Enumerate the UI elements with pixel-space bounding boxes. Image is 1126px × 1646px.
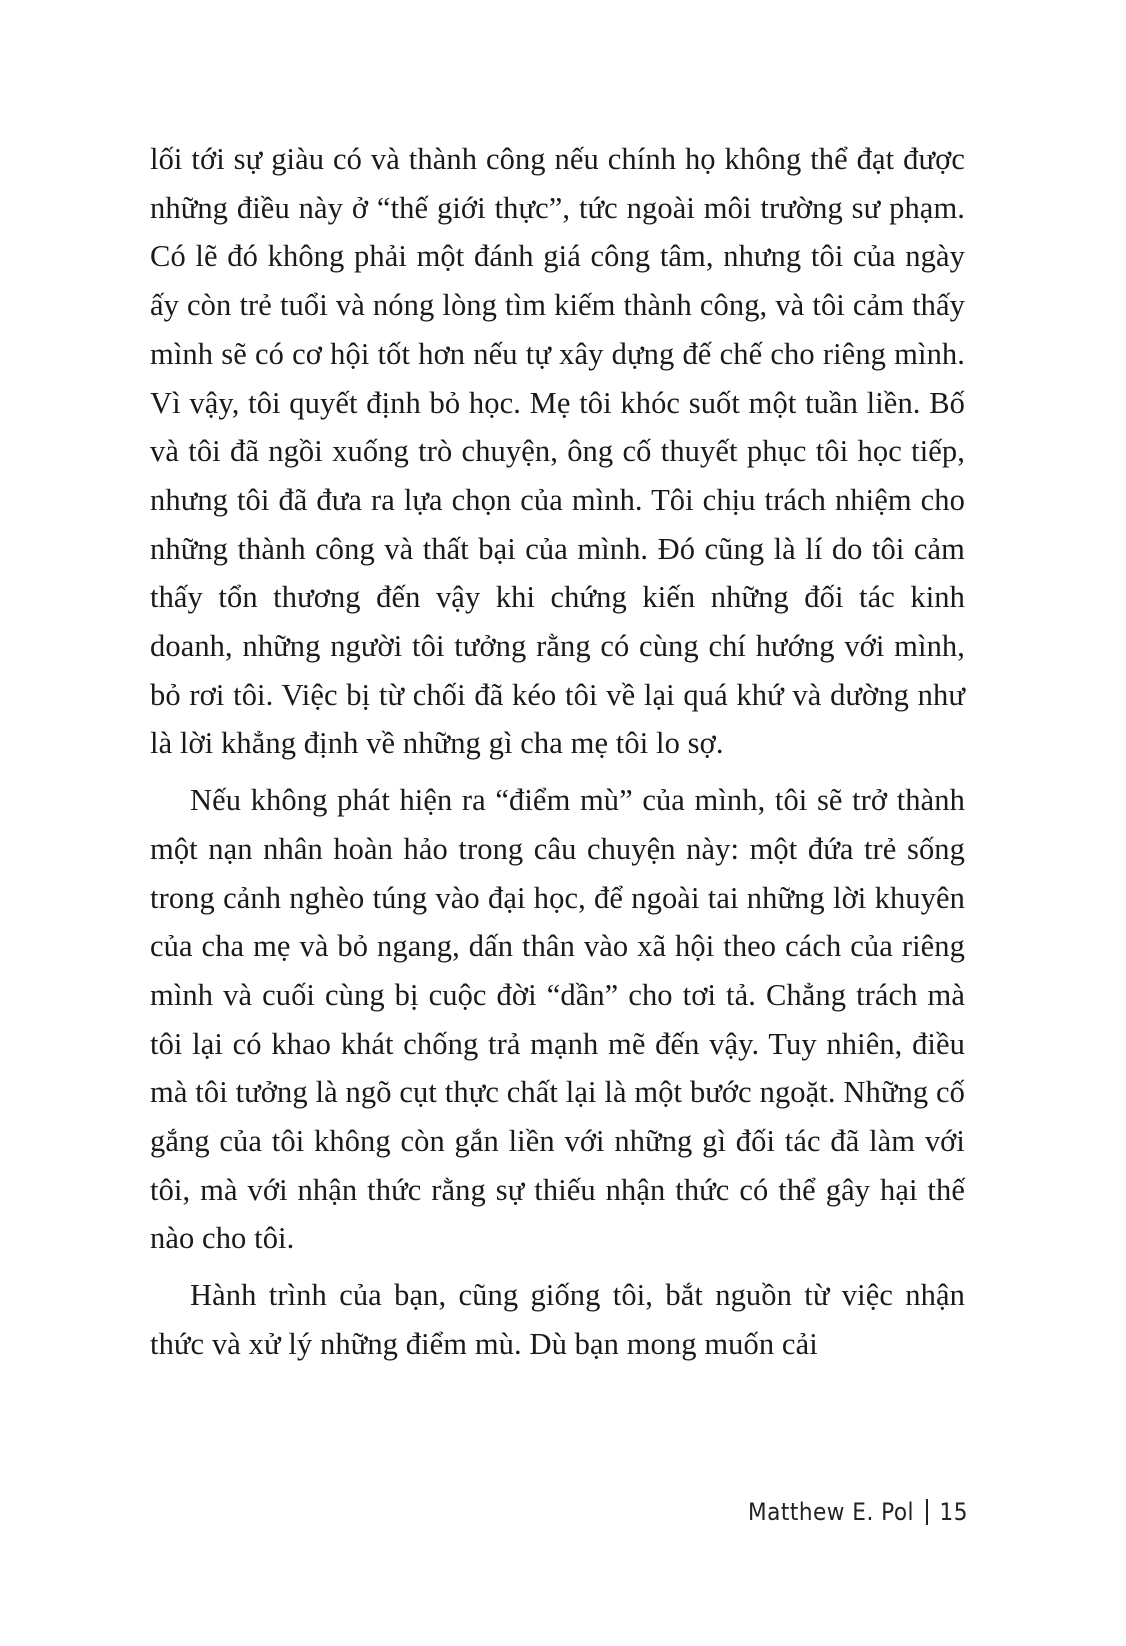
paragraph-2: Nếu không phát hiện ra “điểm mù” của mình, tôi sẽ trở thành một nạn nhân hoàn hảo trong câu chuyện này: một đứa trẻ sống trong cảnh nghèo túng vào đại học, để ngoài tai những lời khuyên của cha mẹ và bỏ ngang, dấn thân vào xã hội theo cách của riêng mình và cuối cùng bị cuộc đời “dần” cho tơi tả. Chẳng trách mà tôi lại có khao khát chống trả mạnh mẽ đến vậy. Tuy nhiên, điều mà tôi tưởng là ngõ cụt thực chất lại là một bước ngoặt. Những cố gắng của tôi không còn gắn liền với những gì đối tác đã làm với tôi, mà với nhận thức rằng sự thiếu nhận thức có thể gây hại thế nào cho tôi. <box>150 783 965 1256</box>
page-footer <box>748 1498 968 1526</box>
paragraph-1: lối tới sự giàu có và thành công nếu chính họ không thể đạt được những điều này ở “thế giới thực”, tức ngoài môi trường sư phạm. Có lẽ đó không phải một đánh giá công tâm, nhưng tôi của ngày ấy còn trẻ tuổi và nóng lòng tìm kiếm thành công, và tôi cảm thấy mình sẽ có cơ hội tốt hơn nếu tự xây dựng đế chế cho riêng mình. Vì vậy, tôi quyết định bỏ học. Mẹ tôi khóc suốt một tuần liền. Bố và tôi đã ngồi xuống trò chuyện, ông cố thuyết phục tôi học tiếp, nhưng tôi đã đưa ra lựa chọn của mình. Tôi chịu trách nhiệm cho những thành công và thất bại của mình. Đó cũng là lí do tôi cảm thấy tổn thương đến vậy khi chứng kiến những đối tác kinh doanh, những người tôi tưởng rằng có cùng chí hướng với mình, bỏ rơi tôi. Việc bị từ chối đã kéo tôi về lại quá khứ và dường như là lời khẳng định về những gì cha mẹ tôi lo sợ. <box>150 142 965 761</box>
page-number: 15 <box>939 1498 968 1526</box>
body-text <box>150 135 965 1369</box>
footer-divider <box>926 1499 928 1525</box>
footer-author: Matthew E. Pol <box>748 1498 915 1526</box>
paragraph-3: Hành trình của bạn, cũng giống tôi, bắt nguồn từ việc nhận thức và xử lý những điểm mù. Dù bạn mong muốn cải <box>150 1278 965 1361</box>
